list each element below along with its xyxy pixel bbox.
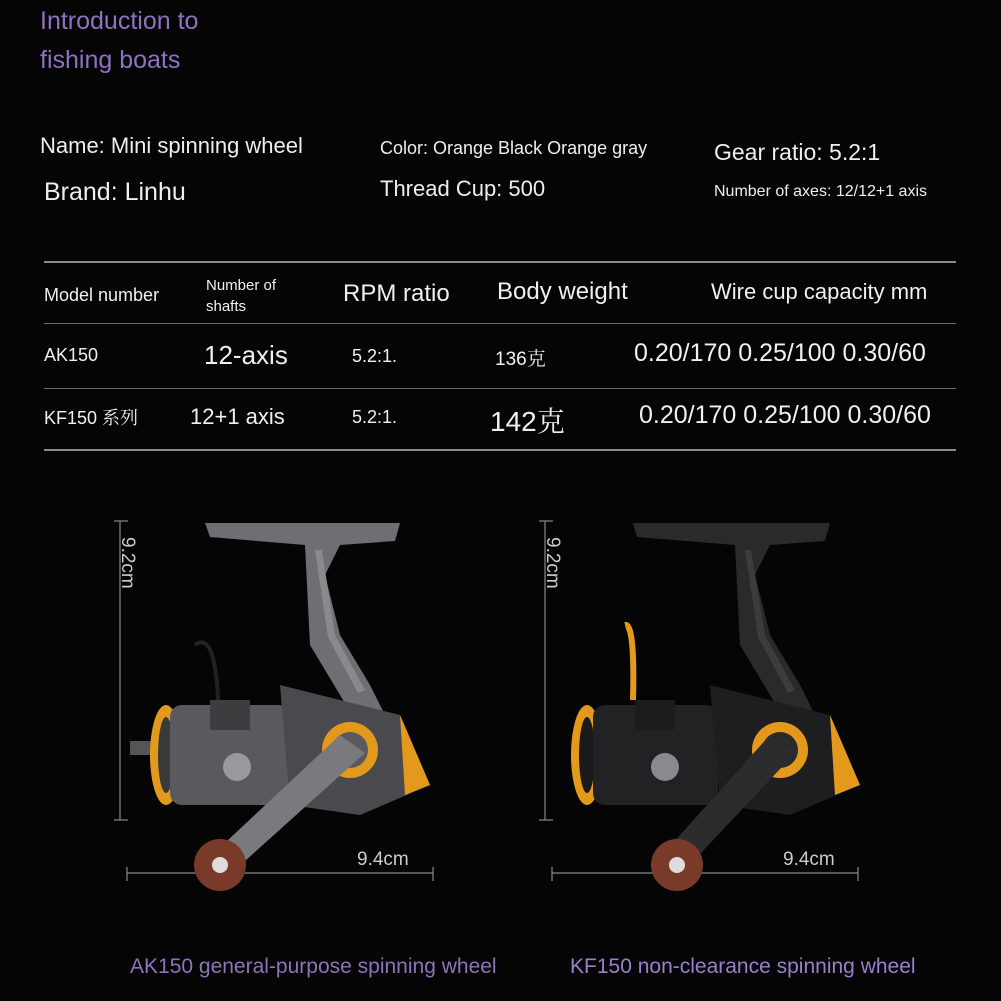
row-rpm: 5.2:1.	[352, 407, 398, 427]
height-label: 9.2cm	[117, 537, 138, 589]
header-shafts-line-1: Number of	[206, 277, 277, 294]
row-weight: 142克	[490, 406, 565, 437]
header-wire-cup-capacity: Wire cup capacity mm	[711, 279, 928, 304]
spinning-reel-illustration	[130, 523, 430, 891]
header-shafts-line-2: shafts	[206, 298, 247, 315]
spinning-reel-illustration	[571, 523, 860, 891]
table-rule-1	[44, 323, 956, 324]
title-line-2: fishing boats	[40, 46, 181, 74]
spec-name: Name: Mini spinning wheel	[40, 133, 303, 158]
width-label: 9.4cm	[783, 849, 835, 870]
row-model: AK150	[44, 345, 99, 365]
row-model: KF150 系列	[44, 408, 139, 428]
title-line-1: Introduction to	[40, 7, 199, 35]
caption-ak150: AK150 general-purpose spinning wheel	[130, 955, 497, 978]
row-shafts: 12-axis	[204, 340, 288, 370]
spec-thread-cup: Thread Cup: 500	[380, 176, 546, 201]
row-shafts: 12+1 axis	[190, 404, 285, 429]
row-capacity: 0.20/170 0.25/100 0.30/60	[634, 339, 926, 367]
table-rule-2	[44, 388, 956, 389]
spec-brand: Brand: Linhu	[44, 178, 186, 206]
product-image-ak150	[100, 505, 460, 905]
table-rule-bottom	[44, 449, 956, 451]
product-image-kf150	[525, 505, 885, 905]
header-model-number: Model number	[44, 285, 160, 305]
page-title	[40, 2, 198, 80]
row-capacity: 0.20/170 0.25/100 0.30/60	[639, 401, 931, 429]
row-rpm: 5.2:1.	[352, 346, 398, 366]
spec-color: Color: Orange Black Orange gray	[380, 138, 648, 158]
spec-axes: Number of axes: 12/12+1 axis	[714, 183, 928, 200]
header-number-of-shafts	[206, 275, 276, 317]
header-body-weight: Body weight	[497, 278, 628, 305]
row-weight: 136克	[495, 349, 546, 370]
height-label: 9.2cm	[542, 537, 563, 589]
header-rpm-ratio: RPM ratio	[343, 280, 450, 307]
width-label: 9.4cm	[357, 849, 409, 870]
caption-kf150: KF150 non-clearance spinning wheel	[570, 955, 916, 978]
table-rule-top	[44, 261, 956, 263]
spec-gear-ratio: Gear ratio: 5.2:1	[714, 139, 881, 165]
